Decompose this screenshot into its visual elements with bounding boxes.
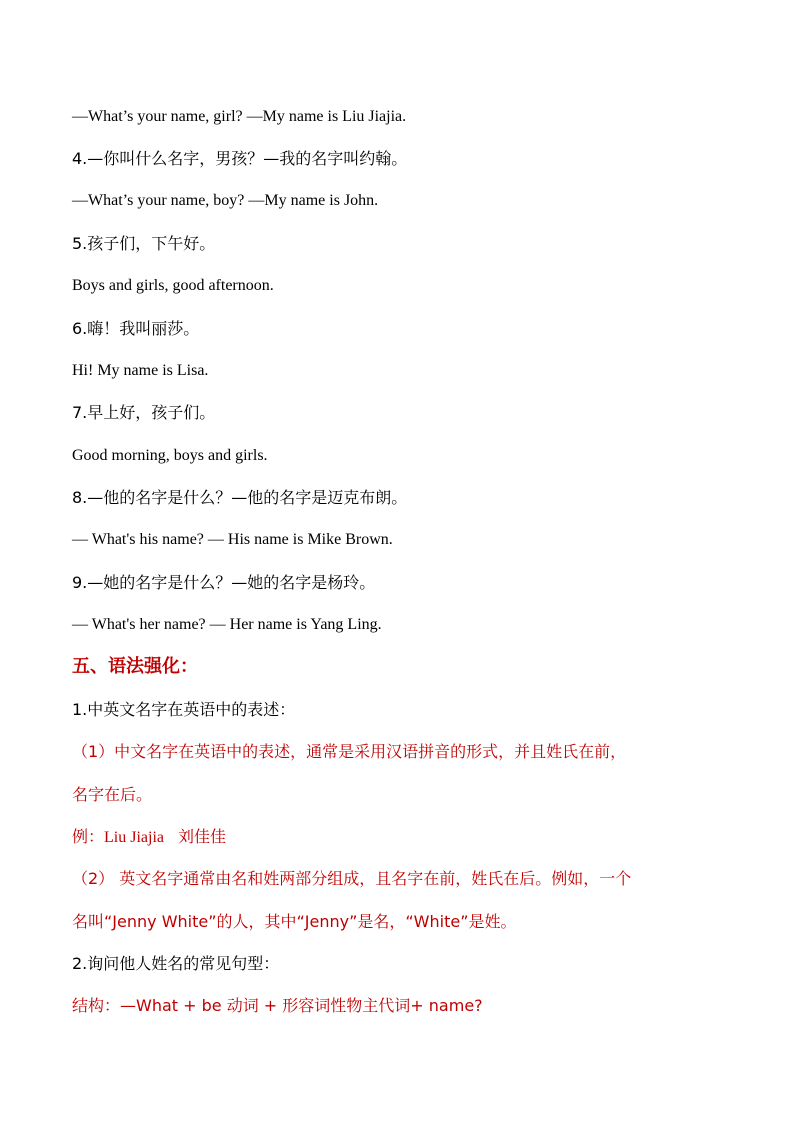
exercise-item-4: 4.—你叫什么名字，男孩？—我的名字叫约翰。	[72, 149, 408, 168]
section-heading-grammar: 五、语法强化：	[72, 656, 198, 677]
exercise-item-6: 6.嗨！我叫丽莎。	[72, 319, 200, 338]
example-label: 例：	[72, 827, 105, 846]
exercise-answer-6: Hi! My name is Lisa.	[72, 362, 209, 379]
exercise-item-8: 8.—他的名字是什么？—他的名字是迈克布朗。	[72, 488, 408, 507]
structure-formula: —What + be 动词 + 形容词性物主代词+ name?	[120, 996, 483, 1015]
exercise-answer-4: —What’s your name, boy? —My name is John.	[72, 192, 379, 209]
grammar-point-1-sub2-line2: 名叫“Jenny White”的人，其中“Jenny”是名，“White”是姓。	[72, 912, 517, 931]
exercise-item-9: 9.—她的名字是什么？—她的名字是杨玲。	[72, 573, 376, 592]
grammar-point-1-sub1-line1: （1）中文名字在英语中的表述，通常是采用汉语拼音的形式，并且姓氏在前，	[72, 742, 627, 761]
dialogue-line-answer-girl: —What’s your name, girl? —My name is Liu Jiajia.	[72, 108, 407, 125]
exercise-item-7: 7.早上好，孩子们。	[72, 403, 216, 422]
example-chinese-name: 刘佳佳	[178, 827, 227, 846]
exercise-answer-5: Boys and girls, good afternoon.	[72, 277, 274, 294]
exercise-item-5: 5.孩子们，下午好。	[72, 234, 216, 253]
exercise-answer-7: Good morning, boys and girls.	[72, 447, 268, 464]
grammar-point-1-sub2-line1: （2） 英文名字通常由名和姓两部分组成，且名字在前，姓氏在后。例如，一个	[72, 869, 632, 888]
grammar-point-1-title: 1.中英文名字在英语中的表述：	[72, 700, 296, 719]
grammar-point-1-sub1-line2: 名字在后。	[72, 785, 153, 804]
example-english-name: Liu Jiajia	[104, 829, 164, 846]
grammar-structure	[72, 996, 483, 1016]
grammar-example	[72, 827, 226, 848]
exercise-answer-9: — What's her name? — Her name is Yang Ling.	[72, 616, 382, 633]
structure-label: 结构：	[72, 996, 121, 1015]
grammar-point-2-title: 2.询问他人姓名的常见句型：	[72, 954, 280, 973]
exercise-answer-8: — What's his name? — His name is Mike Brown.	[72, 531, 393, 548]
